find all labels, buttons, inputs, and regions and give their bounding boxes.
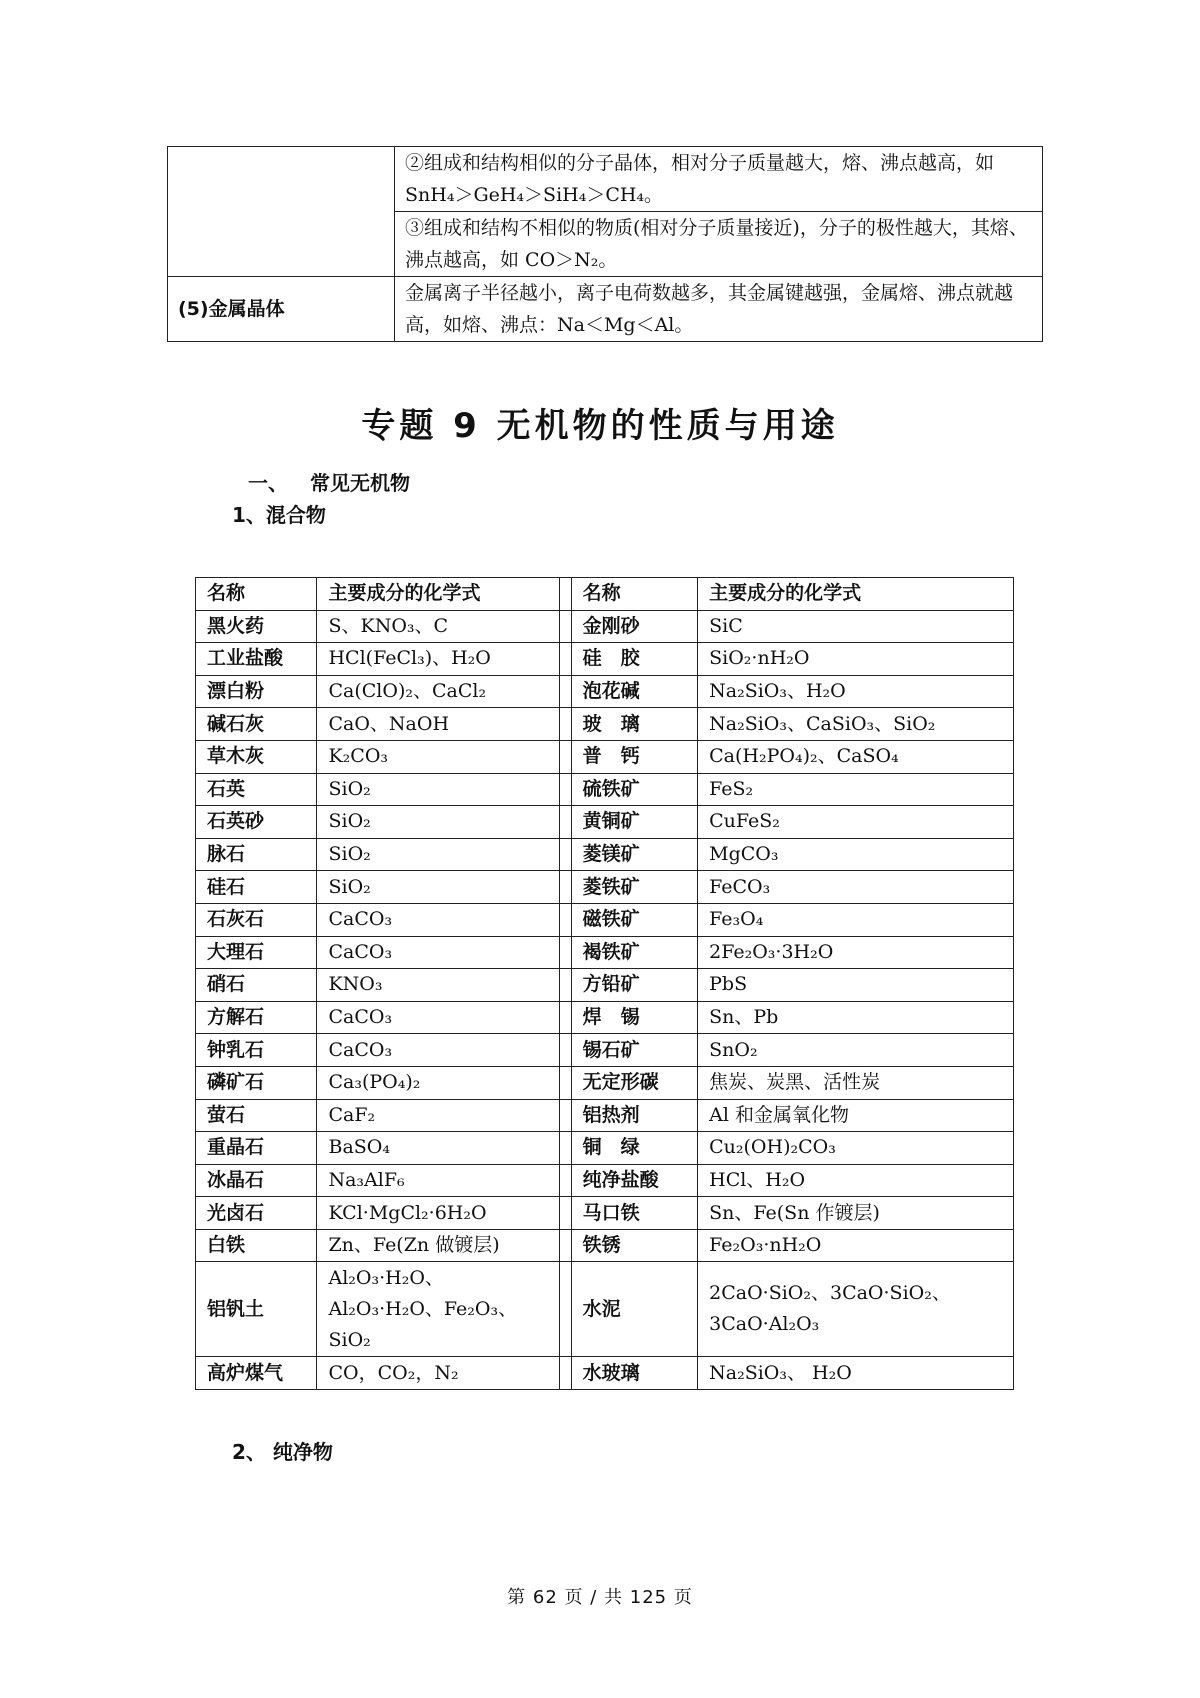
name-cell: 水泥	[571, 1262, 698, 1357]
column-gap	[560, 871, 571, 904]
formula-cell: SiC	[698, 610, 1014, 643]
name-cell: 光卤石	[196, 1197, 317, 1230]
formula-cell: K₂CO₃	[317, 740, 560, 773]
formula-cell: Ca(H₂PO₄)₂、CaSO₄	[698, 740, 1014, 773]
formula-cell: MgCO₃	[698, 838, 1014, 871]
table-row	[196, 1197, 1014, 1230]
mixtures-table	[195, 577, 1014, 1390]
column-gap	[560, 708, 571, 741]
table-row	[196, 936, 1014, 969]
name-cell: 纯净盐酸	[571, 1164, 698, 1197]
formula-cell: Na₂SiO₃、CaSiO₃、SiO₂	[698, 708, 1014, 741]
table-row	[196, 740, 1014, 773]
formula-cell: HCl、H₂O	[698, 1164, 1014, 1197]
formula-cell: KCl·MgCl₂·6H₂O	[317, 1197, 560, 1230]
name-cell: 硫铁矿	[571, 773, 698, 806]
column-gap	[560, 610, 571, 643]
name-cell: 泡花碱	[571, 675, 698, 708]
name-cell: 铁锈	[571, 1229, 698, 1262]
name-cell: 铝热剂	[571, 1099, 698, 1132]
name-cell: 方解石	[196, 1001, 317, 1034]
formula-cell: SiO₂	[317, 773, 560, 806]
formula-cell: CaCO₃	[317, 936, 560, 969]
name-cell: 硅石	[196, 871, 317, 904]
name-cell: 菱铁矿	[571, 871, 698, 904]
formula-cell	[317, 1262, 560, 1357]
name-cell: 重晶石	[196, 1132, 317, 1165]
formula-cell	[698, 1262, 1014, 1357]
header-name: 名称	[196, 578, 317, 611]
name-cell: 黑火药	[196, 610, 317, 643]
table-row	[196, 1262, 1014, 1357]
name-cell: 水玻璃	[571, 1357, 698, 1390]
name-cell: 石英砂	[196, 806, 317, 839]
column-gap	[560, 1262, 571, 1357]
name-cell: 普 钙	[571, 740, 698, 773]
name-cell: 碱石灰	[196, 708, 317, 741]
formula-cell: Fe₃O₄	[698, 903, 1014, 936]
formula-cell: Zn、Fe(Zn 做镀层)	[317, 1229, 560, 1262]
section-heading	[248, 467, 410, 496]
crystal-properties-table	[167, 146, 1043, 342]
row-label: (5)金属晶体	[168, 277, 395, 342]
formula-cell: 焦炭、炭黑、活性炭	[698, 1066, 1014, 1099]
table-row	[168, 147, 1043, 212]
table-row	[196, 1132, 1014, 1165]
table-row	[196, 1229, 1014, 1262]
formula-cell: 2Fe₂O₃·3H₂O	[698, 936, 1014, 969]
table-header-row	[196, 578, 1014, 611]
name-cell: 钟乳石	[196, 1034, 317, 1067]
formula-cell: Sn、Fe(Sn 作镀层)	[698, 1197, 1014, 1230]
column-gap	[560, 806, 571, 839]
column-gap	[560, 1197, 571, 1230]
formula-cell: FeCO₃	[698, 871, 1014, 904]
table-row	[196, 1164, 1014, 1197]
column-gap	[560, 969, 571, 1002]
name-cell: 冰晶石	[196, 1164, 317, 1197]
formula-cell: Na₃AlF₆	[317, 1164, 560, 1197]
table-row	[196, 903, 1014, 936]
header-formula: 主要成分的化学式	[698, 578, 1014, 611]
header-name: 名称	[571, 578, 698, 611]
column-gap	[560, 1099, 571, 1132]
column-gap	[560, 740, 571, 773]
table-row	[196, 1099, 1014, 1132]
formula-cell: CaF₂	[317, 1099, 560, 1132]
formula-cell: KNO₃	[317, 969, 560, 1002]
column-gap	[560, 1066, 571, 1099]
name-cell: 硝石	[196, 969, 317, 1002]
name-cell: 脉石	[196, 838, 317, 871]
table-row	[196, 838, 1014, 871]
formula-cell: PbS	[698, 969, 1014, 1002]
formula-line: 3CaO·Al₂O₃	[709, 1313, 820, 1336]
column-gap	[560, 1229, 571, 1262]
name-cell: 工业盐酸	[196, 643, 317, 676]
section-label: 常见无机物	[310, 471, 410, 495]
table-row	[196, 1001, 1014, 1034]
formula-cell: SiO₂·nH₂O	[698, 643, 1014, 676]
table-row	[196, 643, 1014, 676]
column-gap	[560, 838, 571, 871]
name-cell: 铜 绿	[571, 1132, 698, 1165]
name-cell: 大理石	[196, 936, 317, 969]
formula-cell: CaCO₃	[317, 1001, 560, 1034]
column-gap	[560, 936, 571, 969]
formula-line: 2CaO·SiO₂、3CaO·SiO₂、	[709, 1282, 951, 1305]
name-cell: 铝钒土	[196, 1262, 317, 1357]
table-row	[196, 708, 1014, 741]
formula-cell: Na₂SiO₃、 H₂O	[698, 1357, 1014, 1390]
table-row	[196, 871, 1014, 904]
table-row	[196, 773, 1014, 806]
name-cell: 磁铁矿	[571, 903, 698, 936]
name-cell: 无定形碳	[571, 1066, 698, 1099]
name-cell: 菱镁矿	[571, 838, 698, 871]
page-footer: 第 62 页 / 共 125 页	[507, 1587, 693, 1608]
column-gap	[560, 1034, 571, 1067]
formula-cell: BaSO₄	[317, 1132, 560, 1165]
formula-cell: CaCO₃	[317, 1034, 560, 1067]
page-title: 专题 9 无机物的性质与用途	[361, 406, 839, 446]
column-gap	[560, 1001, 571, 1034]
formula-cell: Al 和金属氧化物	[698, 1099, 1014, 1132]
formula-line: SiO₂	[328, 1328, 371, 1351]
row-text: ③组成和结构不相似的物质(相对分子质量接近)，分子的极性越大，其熔、沸点越高，如 CO＞N₂。	[395, 212, 1043, 277]
formula-cell: S、KNO₃、C	[317, 610, 560, 643]
column-gap	[560, 773, 571, 806]
formula-cell: SnO₂	[698, 1034, 1014, 1067]
column-gap	[560, 1357, 571, 1390]
column-gap	[560, 643, 571, 676]
formula-cell: HCl(FeCl₃)、H₂O	[317, 643, 560, 676]
formula-cell: CO，CO₂，N₂	[317, 1357, 560, 1390]
row-label	[168, 147, 395, 277]
name-cell: 金刚砂	[571, 610, 698, 643]
table-row	[196, 610, 1014, 643]
name-cell: 石灰石	[196, 903, 317, 936]
name-cell: 黄铜矿	[571, 806, 698, 839]
formula-cell: Ca(ClO)₂、CaCl₂	[317, 675, 560, 708]
formula-cell: CuFeS₂	[698, 806, 1014, 839]
table-row	[196, 1034, 1014, 1067]
subsection-heading: 1、混合物	[232, 503, 326, 527]
name-cell: 方铅矿	[571, 969, 698, 1002]
name-cell: 磷矿石	[196, 1066, 317, 1099]
name-cell: 白铁	[196, 1229, 317, 1262]
name-cell: 锡石矿	[571, 1034, 698, 1067]
name-cell: 焊 锡	[571, 1001, 698, 1034]
formula-cell: Fe₂O₃·nH₂O	[698, 1229, 1014, 1262]
table-row	[168, 277, 1043, 342]
table-row	[196, 1357, 1014, 1390]
formula-cell: FeS₂	[698, 773, 1014, 806]
name-cell: 石英	[196, 773, 317, 806]
row-text: 金属离子半径越小，离子电荷数越多，其金属键越强，金属熔、沸点就越高，如熔、沸点：Na＜Mg＜Al。	[395, 277, 1043, 342]
formula-cell: CaCO₃	[317, 903, 560, 936]
formula-cell: CaO、NaOH	[317, 708, 560, 741]
column-gap	[560, 675, 571, 708]
formula-cell: SiO₂	[317, 871, 560, 904]
table-row	[196, 1066, 1014, 1099]
name-cell: 高炉煤气	[196, 1357, 317, 1390]
name-cell: 漂白粉	[196, 675, 317, 708]
formula-cell: Na₂SiO₃、H₂O	[698, 675, 1014, 708]
column-gap	[560, 1132, 571, 1165]
formula-cell: SiO₂	[317, 838, 560, 871]
column-gap	[560, 1164, 571, 1197]
column-gap	[560, 903, 571, 936]
table-row	[196, 675, 1014, 708]
column-gap	[560, 578, 571, 611]
formula-line: Al₂O₃·H₂O、	[328, 1266, 444, 1289]
header-formula: 主要成分的化学式	[317, 578, 560, 611]
formula-cell: Cu₂(OH)₂CO₃	[698, 1132, 1014, 1165]
formula-cell: Sn、Pb	[698, 1001, 1014, 1034]
table-row	[196, 806, 1014, 839]
row-text: ②组成和结构相似的分子晶体，相对分子质量越大，熔、沸点越高，如 SnH₄＞GeH₄＞SiH₄＞CH₄。	[395, 147, 1043, 212]
name-cell: 草木灰	[196, 740, 317, 773]
formula-line: Al₂O₃·H₂O、Fe₂O₃、	[328, 1297, 518, 1320]
formula-cell: Ca₃(PO₄)₂	[317, 1066, 560, 1099]
name-cell: 褐铁矿	[571, 936, 698, 969]
name-cell: 萤石	[196, 1099, 317, 1132]
formula-cell: SiO₂	[317, 806, 560, 839]
table-row	[196, 969, 1014, 1002]
name-cell: 玻 璃	[571, 708, 698, 741]
subsection-heading: 2、 纯净物	[232, 1440, 333, 1464]
name-cell: 马口铁	[571, 1197, 698, 1230]
name-cell: 硅 胶	[571, 643, 698, 676]
section-number: 一、	[248, 471, 288, 495]
